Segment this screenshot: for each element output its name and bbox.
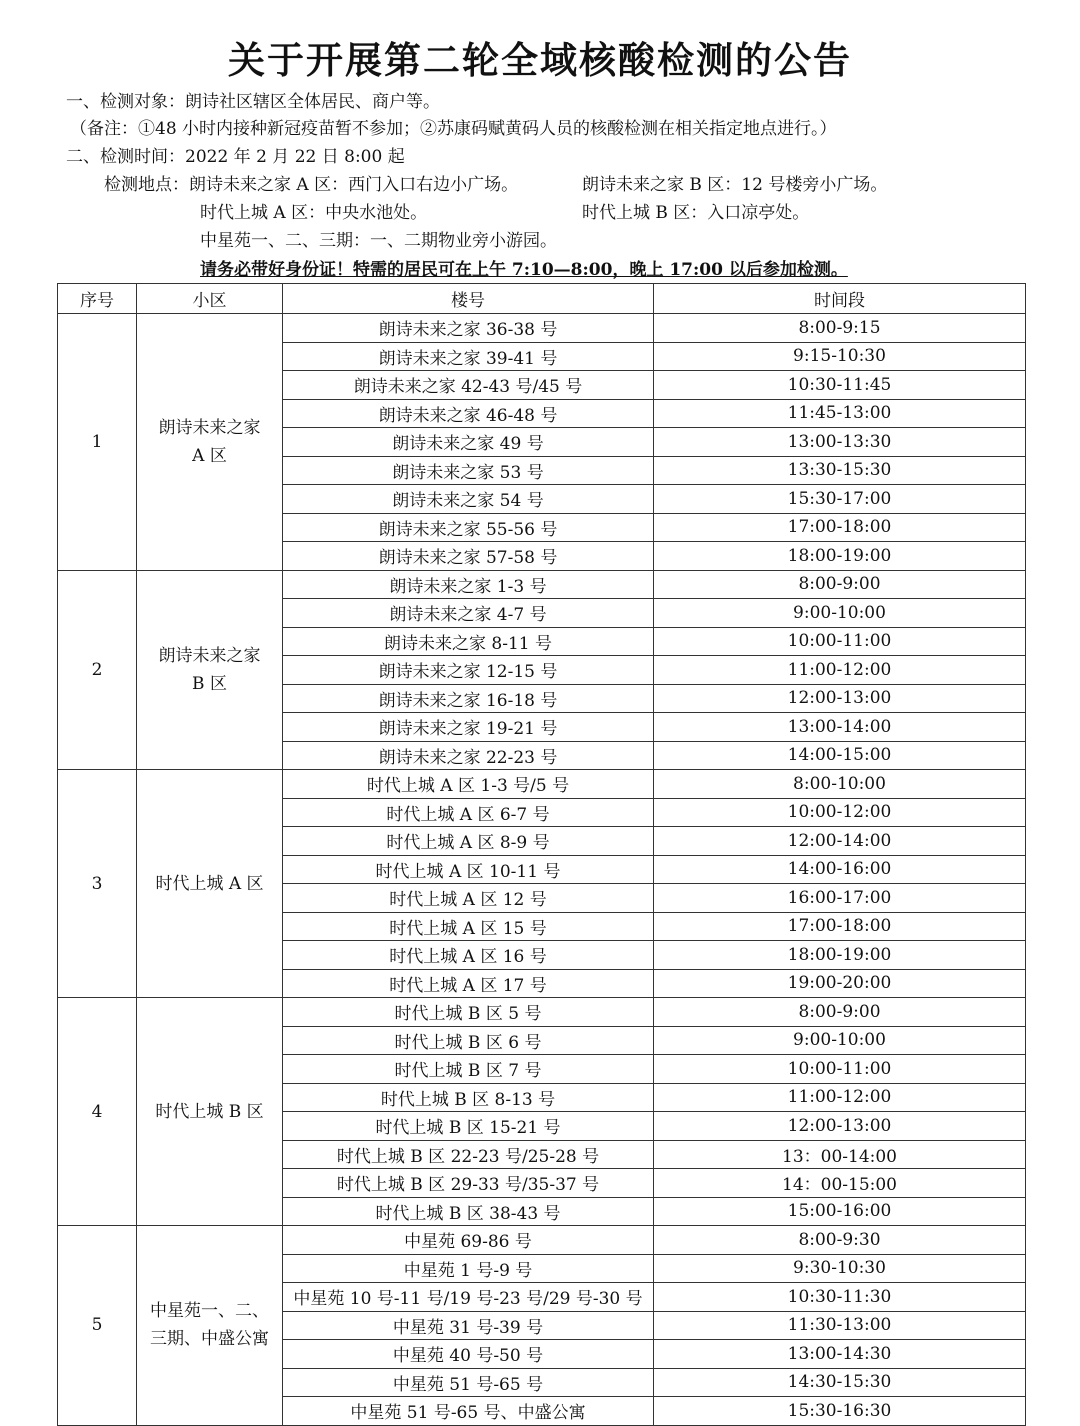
table-row	[58, 570, 1026, 599]
header-building: 楼号	[283, 284, 654, 314]
time-cell: 14:00-16:00	[654, 855, 1026, 884]
time-cell: 16:00-17:00	[654, 884, 1026, 913]
building-cell: 朗诗未来之家 53 号	[283, 456, 654, 485]
building-cell: 朗诗未来之家 22-23 号	[283, 741, 654, 770]
building-cell: 时代上城 A 区 17 号	[283, 969, 654, 998]
time-cell: 12:00-13:00	[654, 684, 1026, 713]
header-time: 时间段	[654, 284, 1026, 314]
time-cell: 8:00-9:00	[654, 998, 1026, 1027]
building-cell: 朗诗未来之家 49 号	[283, 428, 654, 457]
building-cell: 中星苑 40 号-50 号	[283, 1340, 654, 1369]
building-cell: 时代上城 B 区 8-13 号	[283, 1083, 654, 1112]
building-cell: 朗诗未来之家 19-21 号	[283, 713, 654, 742]
time-cell: 13:00-14:00	[654, 713, 1026, 742]
notice-site-b: 朗诗未来之家 B 区：12 号楼旁小广场。	[582, 175, 888, 195]
building-cell: 中星苑 31 号-39 号	[283, 1311, 654, 1340]
time-cell: 12:00-14:00	[654, 827, 1026, 856]
time-cell: 11:00-12:00	[654, 656, 1026, 685]
building-cell: 时代上城 B 区 6 号	[283, 1026, 654, 1055]
building-cell: 中星苑 51 号-65 号	[283, 1368, 654, 1397]
building-cell: 时代上城 A 区 1-3 号/5 号	[283, 770, 654, 799]
building-cell: 朗诗未来之家 1-3 号	[283, 570, 654, 599]
table-row	[58, 770, 1026, 799]
notice-reminder: 请务必带好身份证！特需的居民可在上午 7:10—8:00，晚上 17:00 以后参加检测。	[200, 260, 848, 280]
group-area-line1: 朗诗未来之家	[158, 417, 261, 438]
building-cell: 时代上城 A 区 16 号	[283, 941, 654, 970]
time-cell: 10:00-12:00	[654, 798, 1026, 827]
group-area-line1: 时代上城 A 区	[155, 873, 264, 894]
group-number: 3	[58, 770, 137, 998]
building-cell: 时代上城 B 区 38-43 号	[283, 1197, 654, 1226]
time-cell: 11:00-12:00	[654, 1083, 1026, 1112]
building-cell: 时代上城 B 区 7 号	[283, 1055, 654, 1084]
building-cell: 朗诗未来之家 46-48 号	[283, 399, 654, 428]
time-cell: 8:00-9:30	[654, 1226, 1026, 1255]
building-cell: 时代上城 B 区 5 号	[283, 998, 654, 1027]
building-cell: 时代上城 B 区 15-21 号	[283, 1112, 654, 1141]
time-cell: 17:00-18:00	[654, 513, 1026, 542]
building-cell: 时代上城 A 区 8-9 号	[283, 827, 654, 856]
building-cell: 朗诗未来之家 57-58 号	[283, 542, 654, 571]
building-cell: 中星苑 69-86 号	[283, 1226, 654, 1255]
header-no: 序号	[58, 284, 137, 314]
table-row	[58, 1226, 1026, 1255]
table-row	[58, 314, 1026, 343]
notice-site-e: 中星苑一、二、三期：一、二期物业旁小游园。	[200, 231, 557, 251]
notice-target: 一、检测对象：朗诗社区辖区全体居民、商户等。	[66, 92, 440, 112]
group-number: 5	[58, 1226, 137, 1426]
time-cell: 19:00-20:00	[654, 969, 1026, 998]
group-area-line1: 朗诗未来之家	[158, 645, 261, 666]
building-cell: 朗诗未来之家 55-56 号	[283, 513, 654, 542]
building-cell: 中星苑 1 号-9 号	[283, 1254, 654, 1283]
time-cell: 15:00-16:00	[654, 1197, 1026, 1226]
time-cell: 14:00-15:00	[654, 741, 1026, 770]
building-cell: 朗诗未来之家 8-11 号	[283, 627, 654, 656]
time-cell: 9:15-10:30	[654, 342, 1026, 371]
notice-remark: （备注：①48 小时内接种新冠疫苗暂不参加；②苏康码赋黄码人员的核酸检测在相关指定地点进行。）	[70, 119, 837, 139]
time-cell: 8:00-9:00	[654, 570, 1026, 599]
building-cell: 中星苑 51 号-65 号、中盛公寓	[283, 1397, 654, 1426]
building-cell: 朗诗未来之家 4-7 号	[283, 599, 654, 628]
group-area-line2: 三期、中盛公寓	[150, 1329, 269, 1350]
time-cell: 15:30-16:30	[654, 1397, 1026, 1426]
group-area-line1: 时代上城 B 区	[155, 1101, 264, 1122]
time-cell: 12:00-13:00	[654, 1112, 1026, 1141]
time-cell: 10:00-11:00	[654, 1055, 1026, 1084]
page-title: 关于开展第二轮全域核酸检测的公告	[228, 39, 852, 82]
time-cell: 13:00-13:30	[654, 428, 1026, 457]
time-cell: 18:00-19:00	[654, 941, 1026, 970]
notice-site-c: 时代上城 A 区：中央水池处。	[200, 203, 428, 223]
time-cell: 9:00-10:00	[654, 599, 1026, 628]
time-cell: 14：00-15:00	[654, 1169, 1026, 1198]
time-cell: 10:00-11:00	[654, 627, 1026, 656]
building-cell: 中星苑 10 号-11 号/19 号-23 号/29 号-30 号	[283, 1283, 654, 1312]
time-cell: 13:30-15:30	[654, 456, 1026, 485]
time-cell: 17:00-18:00	[654, 912, 1026, 941]
building-cell: 朗诗未来之家 54 号	[283, 485, 654, 514]
building-cell: 朗诗未来之家 39-41 号	[283, 342, 654, 371]
notice-site-d: 时代上城 B 区：入口凉亭处。	[582, 203, 810, 223]
building-cell: 时代上城 A 区 12 号	[283, 884, 654, 913]
group-area-line1: 中星苑一、二、	[150, 1301, 269, 1322]
group-area	[137, 998, 283, 1226]
time-cell: 9:30-10:30	[654, 1254, 1026, 1283]
building-cell: 时代上城 A 区 6-7 号	[283, 798, 654, 827]
group-area	[137, 1226, 283, 1426]
group-area	[137, 570, 283, 770]
building-cell: 朗诗未来之家 42-43 号/45 号	[283, 371, 654, 400]
time-cell: 13：00-14:00	[654, 1140, 1026, 1169]
time-cell: 11:45-13:00	[654, 399, 1026, 428]
group-area	[137, 314, 283, 571]
time-cell: 11:30-13:00	[654, 1311, 1026, 1340]
time-cell: 8:00-10:00	[654, 770, 1026, 799]
table-header-row	[58, 284, 1026, 314]
group-area	[137, 770, 283, 998]
time-cell: 8:00-9:15	[654, 314, 1026, 343]
building-cell: 朗诗未来之家 36-38 号	[283, 314, 654, 343]
building-cell: 朗诗未来之家 16-18 号	[283, 684, 654, 713]
time-cell: 14:30-15:30	[654, 1368, 1026, 1397]
time-cell: 10:30-11:45	[654, 371, 1026, 400]
group-area-line2: A 区	[192, 445, 227, 466]
time-cell: 9:00-10:00	[654, 1026, 1026, 1055]
building-cell: 时代上城 B 区 22-23 号/25-28 号	[283, 1140, 654, 1169]
time-cell: 18:00-19:00	[654, 542, 1026, 571]
group-area-line2: B 区	[192, 673, 227, 694]
building-cell: 朗诗未来之家 12-15 号	[283, 656, 654, 685]
building-cell: 时代上城 B 区 29-33 号/35-37 号	[283, 1169, 654, 1198]
notice-time: 二、检测时间：2022 年 2 月 22 日 8:00 起	[66, 147, 405, 167]
table-body	[58, 314, 1026, 1426]
time-cell: 15:30-17:00	[654, 485, 1026, 514]
building-cell: 时代上城 A 区 15 号	[283, 912, 654, 941]
group-number: 2	[58, 570, 137, 770]
notice-site-a: 检测地点：朗诗未来之家 A 区：西门入口右边小广场。	[104, 175, 519, 195]
building-cell: 时代上城 A 区 10-11 号	[283, 855, 654, 884]
group-number: 4	[58, 998, 137, 1226]
header-area: 小区	[137, 284, 283, 314]
time-cell: 10:30-11:30	[654, 1283, 1026, 1312]
time-cell: 13:00-14:30	[654, 1340, 1026, 1369]
group-number: 1	[58, 314, 137, 571]
table-row	[58, 998, 1026, 1027]
schedule-table	[57, 283, 1026, 1426]
